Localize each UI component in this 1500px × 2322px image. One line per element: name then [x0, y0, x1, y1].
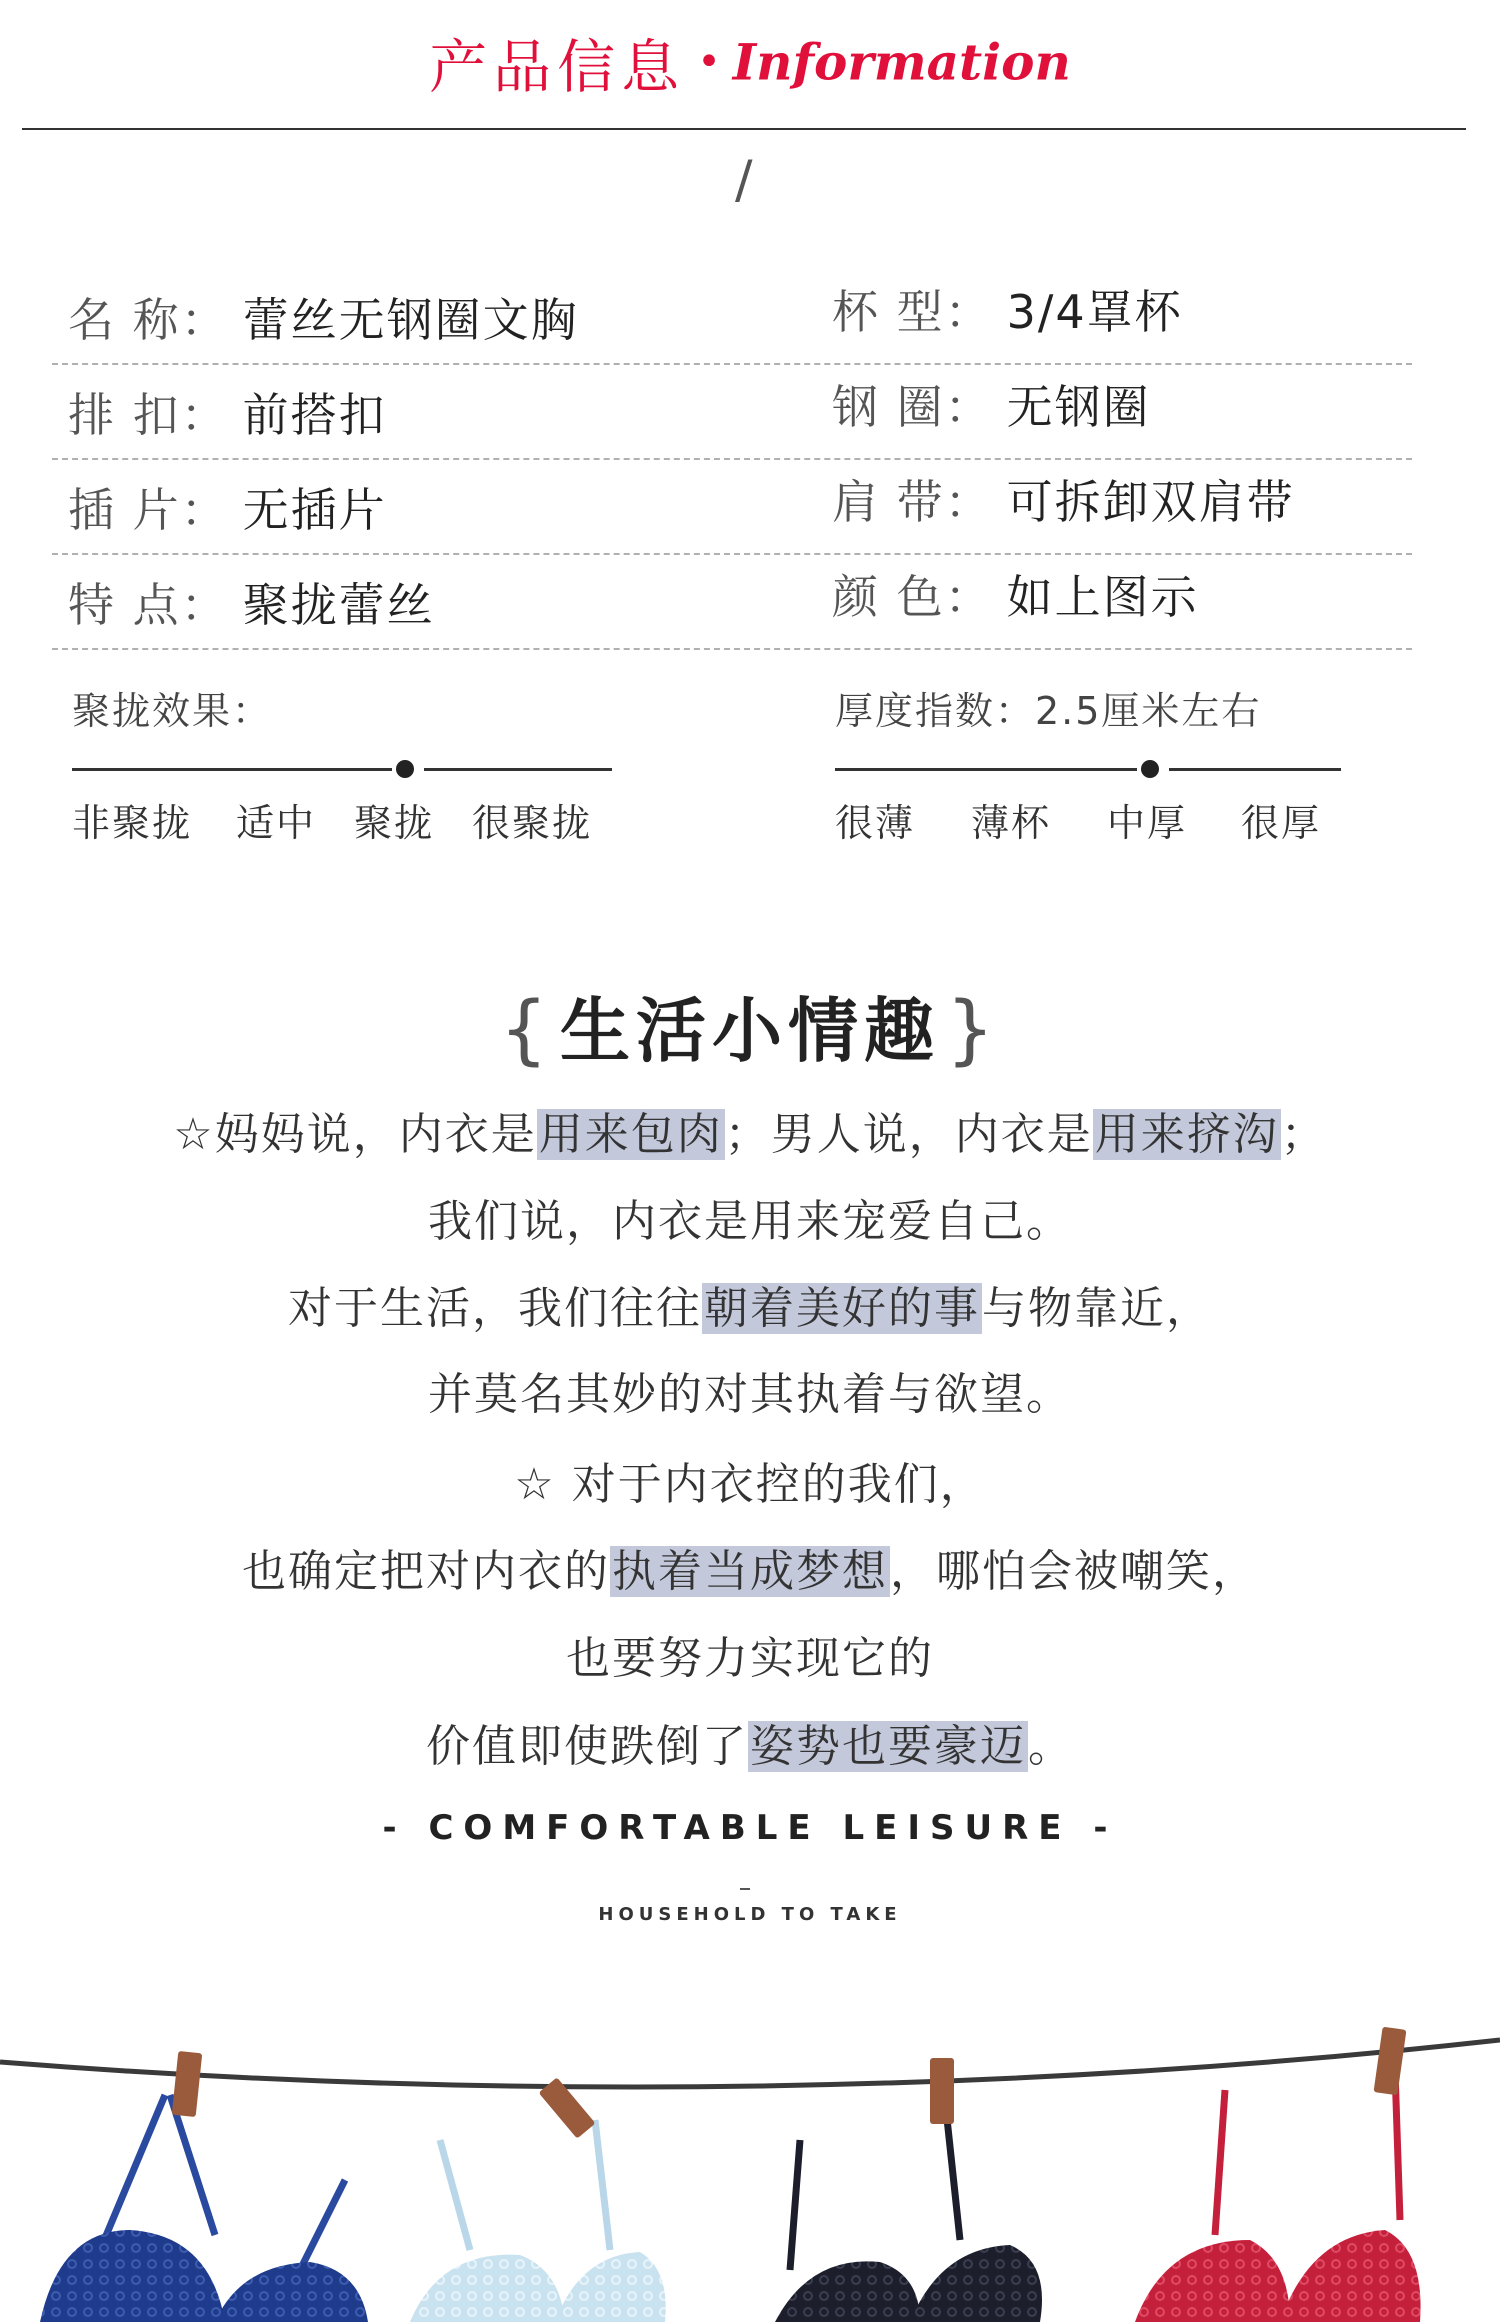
navy-bra	[40, 2095, 368, 2322]
clothespin	[1374, 2027, 1407, 2096]
scale-label: 聚拢	[354, 801, 435, 845]
spec-value: 如上图示	[1006, 570, 1199, 624]
section-title-text: 生活小情趣	[560, 990, 940, 1072]
spec-key: 名 称：	[68, 293, 229, 347]
spec-value: 聚拢蕾丝	[242, 578, 435, 632]
scale-label: 薄杯	[971, 801, 1052, 845]
light-blue-bra	[410, 2120, 666, 2322]
spec-row	[52, 555, 1412, 650]
text-run: 也确定把对内衣的	[242, 1546, 610, 1597]
info-header	[0, 0, 1500, 130]
brace-open: {	[499, 984, 554, 1073]
spec-value: 无插片	[242, 483, 387, 537]
spec-key: 颜 色：	[832, 570, 993, 624]
spec-cell	[832, 466, 1295, 532]
text-run: 对于生活，我们往往	[288, 1283, 702, 1334]
paragraph-line	[0, 1535, 1500, 1599]
title-en: Information	[732, 32, 1071, 92]
paragraph-line	[0, 1272, 1500, 1336]
text-run: 与物靠近，	[982, 1283, 1212, 1334]
comfortable-leisure-tagline: - COMFORTABLE LEISURE -	[382, 1808, 1118, 1848]
scale-label: 很聚拢	[472, 801, 593, 845]
bullet-dot: •	[697, 39, 721, 85]
product-photo	[0, 2000, 1500, 2322]
header-divider	[22, 128, 1466, 130]
clothespin	[172, 2051, 203, 2117]
section-title	[0, 975, 1500, 1076]
spec-table	[52, 270, 1412, 650]
text-run: ；男人说，内衣是	[724, 1109, 1093, 1160]
paragraph-line	[0, 1185, 1500, 1249]
text-run: 。	[1028, 1721, 1074, 1772]
paragraph-line	[0, 1710, 1500, 1774]
push-up-scale	[72, 680, 612, 845]
thickness-title: 厚度指数：2.5厘米左右	[835, 689, 1262, 733]
text-run: 我们说，内衣是用来宠爱自己。	[428, 1196, 1072, 1247]
spec-value: 可拆卸双肩带	[1006, 475, 1295, 529]
text-run: ，哪怕会被嘲笑，	[890, 1546, 1258, 1597]
paragraph-line	[0, 1622, 1500, 1686]
highlighted-text: 姿势也要豪迈	[750, 1721, 1026, 1772]
spec-key: 杯 型：	[832, 285, 993, 339]
header-title	[0, 20, 1500, 104]
highlighted-text: 执着当成梦想	[612, 1546, 888, 1597]
scale-label: 非聚拢	[72, 801, 193, 845]
text-run: 并莫名其妙的对其执着与欲望。	[428, 1369, 1072, 1420]
scale-label: 适中	[236, 801, 317, 845]
spec-cell	[68, 569, 435, 635]
spec-value: 前搭扣	[242, 388, 387, 442]
scale-marker	[1141, 760, 1159, 778]
text-run: 价值即使跌倒了	[426, 1721, 748, 1772]
spec-value: 3/4罩杯	[1006, 285, 1183, 339]
thickness-scale	[835, 680, 1375, 845]
clothespin	[930, 2058, 954, 2124]
black-bra	[775, 2100, 1042, 2322]
spec-cell	[68, 474, 387, 540]
spec-key: 插 片：	[68, 483, 229, 537]
scale-line	[424, 768, 612, 771]
scale-label: 很薄	[835, 801, 916, 845]
scale-label: 很厚	[1241, 801, 1322, 845]
paragraph-line	[0, 1358, 1500, 1422]
scale-line	[1169, 768, 1341, 771]
spec-row	[52, 270, 1412, 365]
highlighted-text: 用来挤沟	[1094, 1109, 1279, 1160]
highlighted-text: 用来包肉	[538, 1109, 723, 1160]
small-dash	[740, 1888, 750, 1890]
paragraph-line	[0, 1448, 1500, 1512]
spec-row	[52, 460, 1412, 555]
spec-cell	[832, 371, 1151, 437]
spec-value: 无钢圈	[1006, 380, 1151, 434]
spec-cell	[832, 276, 1183, 342]
text-run: ☆妈妈说，内衣是	[173, 1109, 537, 1160]
clothesline-rope	[0, 2040, 1500, 2087]
spec-key: 排 扣：	[68, 388, 229, 442]
scale-label: 中厚	[1107, 801, 1188, 845]
spec-key: 肩 带：	[832, 475, 993, 529]
red-bra	[1135, 2070, 1421, 2322]
highlighted-text: 朝着美好的事	[704, 1283, 980, 1334]
scale-line	[835, 768, 1137, 771]
spec-cell	[832, 561, 1199, 627]
text-run: ☆ 对于内衣控的我们，	[514, 1459, 986, 1510]
slash-mark: /	[735, 150, 753, 210]
brace-close: }	[946, 984, 1001, 1073]
spec-cell	[68, 379, 387, 445]
title-cn: 产品信息	[429, 33, 686, 101]
scale-line	[72, 768, 392, 771]
spec-value: 蕾丝无钢圈文胸	[242, 293, 579, 347]
spec-key: 特 点：	[68, 578, 229, 632]
spec-key: 钢 圈：	[832, 380, 993, 434]
scale-marker	[396, 760, 414, 778]
push-up-title: 聚拢效果：	[72, 689, 273, 733]
text-run: ；	[1280, 1109, 1327, 1160]
spec-row	[52, 365, 1412, 460]
paragraph-line	[0, 1098, 1500, 1162]
spec-cell	[68, 284, 579, 350]
household-subtitle: HOUSEHOLD TO TAKE	[598, 1904, 902, 1925]
clothesline-illustration	[0, 2000, 1500, 2322]
text-run: 也要努力实现它的	[566, 1633, 934, 1684]
